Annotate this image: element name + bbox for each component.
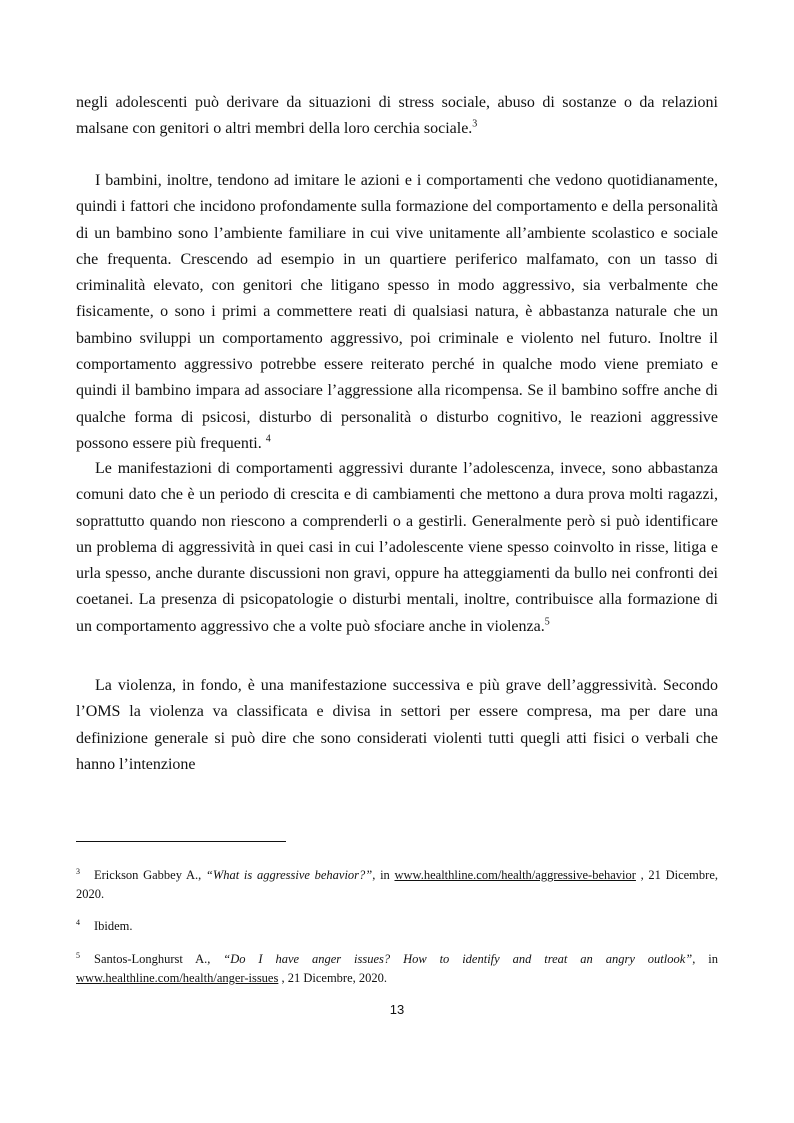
paragraph-text: I bambini, inoltre, tendono ad imitare le azioni e i comportamenti che vedono quotidianamente, quindi i fattori che incidono profondamente sulla formazione del comportamento e della personalità di un bambino sono l’ambiente familiare in cui vive unitamente all’ambiente scolastico e sociale che frequenta. Crescendo ad esempio in un quartiere periferico malfamato, con un tasso di criminalità elevato, con genitori che litigano spesso in modo aggressivo, sia verbalmente che fisicamente, o sono i primi a commettere reati di qualsiasi natura, è abbastanza naturale che un bambino sviluppi un comportamento aggressivo, poi criminale e violento nel futuro. Inoltre il comportamento aggressivo potrebbe essere reiterato perché in qualche modo viene premiato e quindi il bambino impara ad associare l’aggressione alla ricompensa. Se il bambino soffre anche di qualche forma di psicosi, disturbo di personalità o disturbo cognitivo, le reazioni aggressive possono essere più frequenti. — [76, 172, 718, 452]
body-paragraph — [76, 90, 718, 143]
body-paragraph — [76, 456, 718, 640]
footnote — [76, 866, 718, 904]
footnote — [76, 917, 718, 936]
page-number: 13 — [389, 1002, 405, 1017]
footnote-link[interactable]: www.healthline.com/health/anger-issues — [76, 971, 279, 985]
footnote-separator — [76, 841, 286, 842]
paragraph-text: La violenza, in fondo, è una manifestazione successiva e più grave dell’aggressività. Secondo l’OMS la violenza va classificata e divisa in settori per essere compresa, ma per dare una definizione generale si può dire che sono considerati violenti tutti quegli atti fisici o verbali che hanno l’intenzione — [76, 677, 718, 773]
footnote-reference[interactable]: 5 — [544, 616, 550, 628]
footnote-text: Ibidem. — [94, 919, 133, 933]
body-paragraph — [76, 673, 718, 778]
footnote-title: “What is aggressive behavior?” — [205, 868, 373, 882]
footnote-reference[interactable]: 3 — [472, 118, 478, 130]
footnote-date: , 21 Dicembre, 2020. — [76, 868, 718, 901]
footnote — [76, 950, 718, 988]
body-paragraph — [76, 168, 718, 457]
footnote-link[interactable]: www.healthline.com/health/aggressive-behavior — [394, 868, 636, 882]
paragraph-text: negli adolescenti può derivare da situazioni di stress sociale, abuso di sostanze o da relazioni malsane con genitori o altri membri della loro cerchia sociale. — [76, 94, 718, 138]
footnote-reference[interactable]: 4 — [265, 433, 271, 445]
footnote-number: 5 — [76, 950, 80, 960]
footnote-title: “Do I have anger issues? How to identify and treat an angry outlook” — [223, 952, 693, 966]
footnote-number: 3 — [76, 866, 80, 876]
footnote-text: , in — [692, 952, 718, 966]
footnote-author: Erickson Gabbey A., — [94, 868, 206, 882]
footnote-number: 4 — [76, 917, 80, 927]
footnote-date: , 21 Dicembre, 2020. — [278, 971, 388, 985]
footnote-text: , in — [372, 868, 395, 882]
footnote-author: Santos-Longhurst A., — [94, 952, 224, 966]
paragraph-text: Le manifestazioni di comportamenti aggressivi durante l’adolescenza, invece, sono abbastanza comuni dato che è un periodo di crescita e di cambiamenti che mettono a dura prova molti ragazzi, soprattutto quando non riescono a comprenderli o a gestirli. Generalmente però si può identificare un problema di aggressività in quei casi in cui l’adolescente viene spesso coinvolto in risse, litiga e urla spesso, anche durante discussioni non gravi, oppure ha atteggiamenti da bullo nei confronti dei coetanei. La presenza di psicopatologie o disturbi mentali, inoltre, contribuisce alla formazione di un comportamento aggressivo che a volte può sfociare anche in violenza. — [76, 460, 718, 635]
